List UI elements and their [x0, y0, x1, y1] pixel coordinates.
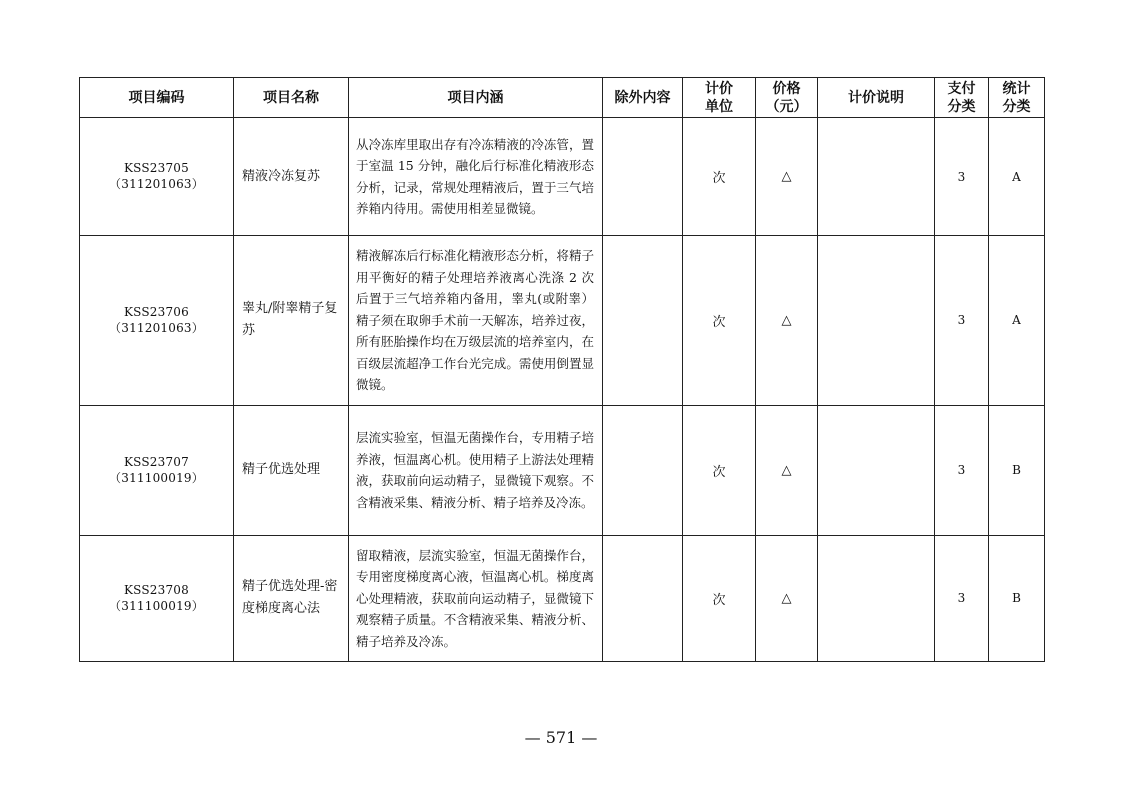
item-payment-category: 3 — [935, 405, 989, 535]
item-pricing-note — [818, 236, 935, 406]
item-payment-category: 3 — [935, 118, 989, 236]
header-unit-line2: 单位 — [705, 98, 733, 115]
item-content: 留取精液，层流实验室，恒温无菌操作台，专用密度梯度离心液，恒温离心机。梯度离心处理精液，获取前向运动精子，显微镜下观察精子质量。不含精液采集、精液分析、精子培养及冷冻。 — [349, 535, 603, 662]
item-code: KSS23707（311100019） — [80, 405, 234, 535]
item-price: △ — [756, 535, 818, 662]
item-exclusions — [603, 405, 683, 535]
header-pricing-note: 计价说明 — [818, 78, 935, 118]
item-content: 精液解冻后行标准化精液形态分析，将精子用平衡好的精子处理培养液离心洗涤 2 次后置于三气培养箱内备用，睾丸(或附睾）精子须在取卵手术前一天解冻，培养过夜，所有胚胎操作均在万级层流的培养室内，在百级层流超净工作台光完成。需使用倒置显微镜。 — [349, 236, 603, 406]
pricing-table — [79, 77, 1045, 662]
table-row — [80, 535, 1045, 662]
item-name: 精子优选处理-密度梯度离心法 — [234, 535, 349, 662]
item-name: 精子优选处理 — [234, 405, 349, 535]
header-payment-category — [935, 78, 989, 118]
table-row — [80, 118, 1045, 236]
header-name: 项目名称 — [234, 78, 349, 118]
item-payment-category: 3 — [935, 535, 989, 662]
item-content: 层流实验室，恒温无菌操作台，专用精子培养液，恒温离心机。使用精子上游法处理精液，获取前向运动精子，显微镜下观察。不含精液采集、精液分析、精子培养及冷冻。 — [349, 405, 603, 535]
item-name: 精液冷冻复苏 — [234, 118, 349, 236]
header-price — [756, 78, 818, 118]
table-row — [80, 236, 1045, 406]
item-pricing-note — [818, 118, 935, 236]
header-stat-category — [989, 78, 1045, 118]
item-stat-category: B — [989, 535, 1045, 662]
item-content: 从冷冻库里取出存有冷冻精液的冷冻管，置于室温 15 分钟，融化后行标准化精液形态分析，记录，常规处理精液后，置于三气培养箱内待用。需使用相差显微镜。 — [349, 118, 603, 236]
item-code: KSS23705（311201063） — [80, 118, 234, 236]
table-row — [80, 405, 1045, 535]
header-stat-line2: 分类 — [1002, 98, 1031, 115]
item-payment-category: 3 — [935, 236, 989, 406]
item-stat-category: B — [989, 405, 1045, 535]
item-code: KSS23708（311100019） — [80, 535, 234, 662]
item-name: 睾丸/附睾精子复苏 — [234, 236, 349, 406]
header-unit-line1: 计价 — [705, 80, 733, 97]
item-unit: 次 — [683, 236, 756, 406]
item-unit: 次 — [683, 535, 756, 662]
header-payment-line2: 分类 — [947, 98, 976, 115]
item-exclusions — [603, 535, 683, 662]
header-price-line1: 价格 — [772, 80, 801, 97]
item-stat-category: A — [989, 236, 1045, 406]
item-exclusions — [603, 236, 683, 406]
item-pricing-note — [818, 405, 935, 535]
header-code: 项目编码 — [80, 78, 234, 118]
item-exclusions — [603, 118, 683, 236]
item-price: △ — [756, 236, 818, 406]
header-price-line2: （元） — [765, 98, 808, 115]
header-payment-line1: 支付 — [947, 80, 976, 97]
header-stat-line1: 统计 — [1002, 80, 1031, 97]
item-pricing-note — [818, 535, 935, 662]
table-header-row — [80, 78, 1045, 118]
header-exclusions: 除外内容 — [603, 78, 683, 118]
item-unit: 次 — [683, 405, 756, 535]
item-unit: 次 — [683, 118, 756, 236]
item-price: △ — [756, 118, 818, 236]
header-unit — [683, 78, 756, 118]
header-content: 项目内涵 — [349, 78, 603, 118]
page-number: — 571 — — [524, 728, 598, 747]
item-price: △ — [756, 405, 818, 535]
item-code: KSS23706（311201063） — [80, 236, 234, 406]
item-stat-category: A — [989, 118, 1045, 236]
